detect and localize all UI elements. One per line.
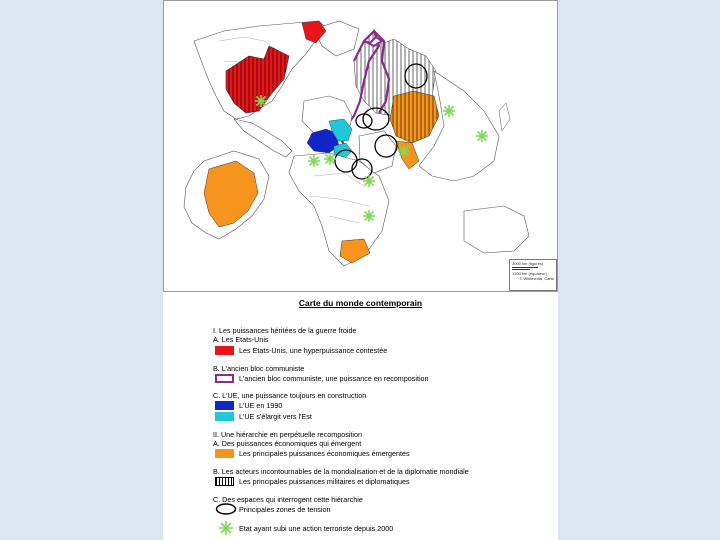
military-hatch-swatch xyxy=(215,477,234,486)
terrorism-star-icon xyxy=(218,520,234,536)
world-map-svg xyxy=(164,1,558,292)
emerging-swatch xyxy=(215,449,234,458)
china-region xyxy=(390,91,439,143)
central-america-outline xyxy=(234,119,292,157)
australia-outline xyxy=(464,206,529,253)
legend-heading-actors: B. Les acteurs incontournables de la mondialisation et de la diplomatie mondiale xyxy=(213,467,469,476)
legend-part-2: II. Une hiérarchie en perpétuelle recomposition xyxy=(213,430,363,439)
world-map xyxy=(163,0,558,292)
terrorism-star-icon xyxy=(255,95,267,107)
eu-1990-swatch xyxy=(215,401,234,410)
legend-part-1: I. Les puissances héritées de la guerre froide xyxy=(213,326,357,335)
usa-swatch xyxy=(215,346,234,355)
map-scale xyxy=(509,259,557,291)
legend-item-emerging: Les principales puissances économiques émergentes xyxy=(239,449,410,458)
legend-item-terrorism: Etat ayant subi une action terroriste depuis 2000 xyxy=(239,524,394,533)
tension-ellipse-icon xyxy=(215,503,237,515)
terrorism-star-icon xyxy=(363,175,375,187)
legend-title: Carte du monde contemporain xyxy=(298,298,423,308)
map-credit: © Wikimedia, Carto xyxy=(519,276,554,281)
scale-line-1: 3000 km (figurés) xyxy=(512,261,544,266)
legend-item-military: Les principales puissances militaires et diplomatiques xyxy=(239,477,410,486)
legend-heading-tension: C. Des espaces qui interrogent cette hiérarchie xyxy=(213,495,363,504)
legend-item-usa: Les Etats-Unis, une hyperpuissance contestée xyxy=(239,346,388,355)
japan-outline xyxy=(499,103,510,131)
legend-heading-emerging: A. Des puissances économiques qui émergent xyxy=(213,439,362,448)
legend-heading-eu: C. L'UE, une puissance toujours en construction xyxy=(213,391,367,400)
slide-sheet xyxy=(163,0,558,540)
legend-item-eu-enlarged: L'UE s'élargit vers l'Est xyxy=(239,412,312,421)
legend-item-tension: Principales zones de tension xyxy=(239,505,331,514)
eu-enlarged-swatch xyxy=(215,412,234,421)
terrorism-star-icon xyxy=(443,105,455,117)
terrorism-star-icon xyxy=(324,153,336,165)
scale-line-2: 1200 km (équateur) xyxy=(512,271,547,276)
legend-item-communist: L'ancien bloc communiste, une puissance en recomposition xyxy=(239,374,429,383)
terrorism-star-icon xyxy=(308,155,320,167)
legend-heading-usa: A. Les Etats-Unis xyxy=(213,335,269,344)
scale-bar xyxy=(512,269,530,270)
terrorism-star-icon xyxy=(363,210,375,222)
communist-swatch xyxy=(215,374,234,383)
terrorism-star-icon xyxy=(476,130,488,142)
scale-bar xyxy=(512,267,538,268)
terrorism-star-icon xyxy=(398,145,410,157)
legend-item-eu-1990: L'UE en 1990 xyxy=(239,401,283,410)
legend-heading-communist: B. L'ancien bloc communiste xyxy=(213,364,305,373)
legend xyxy=(163,292,558,540)
